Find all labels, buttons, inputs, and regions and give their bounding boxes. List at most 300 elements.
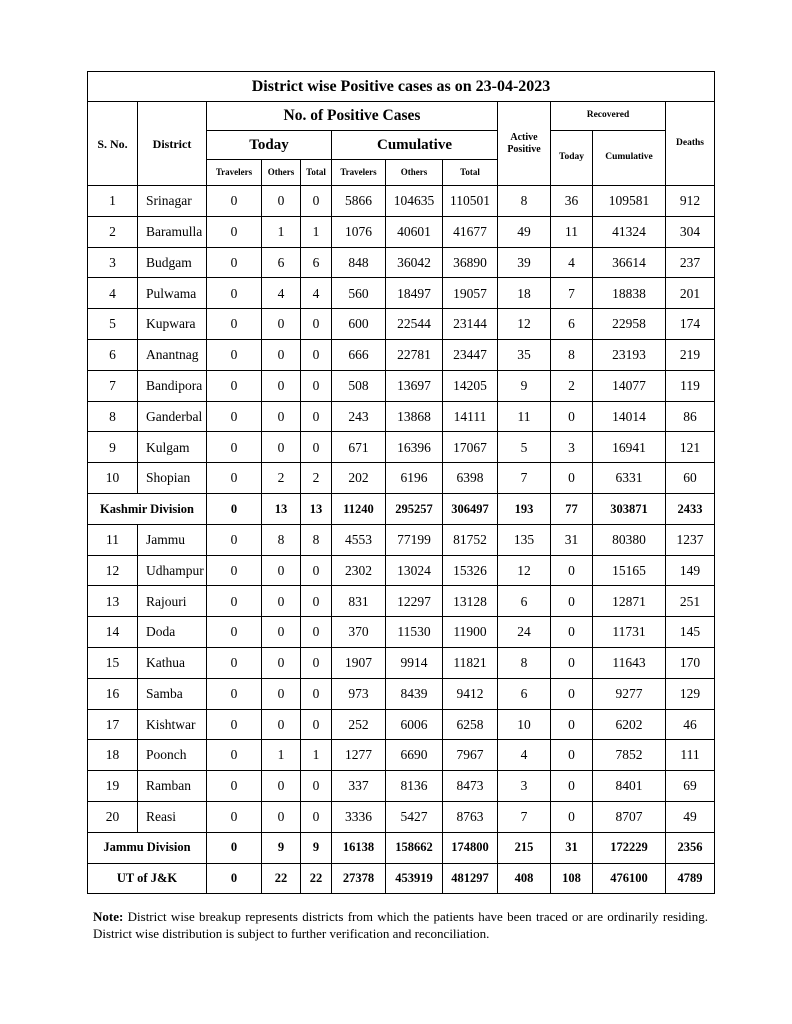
cell-c-oth: 12297 [386,586,443,617]
cell-sno: 13 [88,586,138,617]
table-row [88,432,715,463]
cell-district: Rajouri [138,586,207,617]
cell-r-today: 8 [551,339,593,370]
table-row [88,586,715,617]
cell-c-trav: 508 [332,370,386,401]
cell-r-today: 0 [551,586,593,617]
cell-t-tot: 4 [301,278,332,309]
table-row [88,339,715,370]
cell-sno: 7 [88,370,138,401]
summary-row [88,863,715,894]
cell-sno: 6 [88,339,138,370]
cell-active: 7 [498,801,551,832]
cell-r-today: 7 [551,278,593,309]
cell-r-today: 0 [551,801,593,832]
cell-r-cum: 9277 [593,678,666,709]
cell-r-today: 0 [551,740,593,771]
cell-t-tot: 1 [301,740,332,771]
cell-t-tot: 0 [301,432,332,463]
cell-t-tot: 0 [301,801,332,832]
cell-r-today: 0 [551,678,593,709]
cell-c-trav: 1277 [332,740,386,771]
cell-deaths: 170 [666,647,715,678]
cell-r-today: 0 [551,463,593,494]
cell-c-tot: 14205 [443,370,498,401]
table-row [88,247,715,278]
cell-c-oth: 158662 [386,832,443,863]
cell-t-trav: 0 [207,801,262,832]
cell-deaths: 251 [666,586,715,617]
summary-label: Kashmir Division [88,493,207,524]
cell-c-tot: 17067 [443,432,498,463]
cell-t-tot: 0 [301,370,332,401]
cell-t-oth: 1 [262,216,301,247]
cell-r-today: 0 [551,647,593,678]
cell-t-tot: 13 [301,493,332,524]
cell-district: Kathua [138,647,207,678]
cell-deaths: 60 [666,463,715,494]
cell-c-oth: 16396 [386,432,443,463]
cell-t-oth: 0 [262,617,301,648]
cell-t-trav: 0 [207,186,262,217]
cell-active: 408 [498,863,551,894]
cell-r-today: 4 [551,247,593,278]
cell-r-today: 36 [551,186,593,217]
cell-c-oth: 36042 [386,247,443,278]
cell-deaths: 2433 [666,493,715,524]
cell-r-today: 108 [551,863,593,894]
cell-deaths: 201 [666,278,715,309]
cell-active: 8 [498,647,551,678]
cell-c-trav: 11240 [332,493,386,524]
cell-c-tot: 14111 [443,401,498,432]
cell-sno: 18 [88,740,138,771]
cell-active: 39 [498,247,551,278]
cell-active: 12 [498,309,551,340]
cell-c-oth: 295257 [386,493,443,524]
cell-t-oth: 0 [262,339,301,370]
cell-c-trav: 1907 [332,647,386,678]
cell-c-trav: 370 [332,617,386,648]
cell-t-trav: 0 [207,370,262,401]
cell-district: Kishtwar [138,709,207,740]
cell-c-trav: 5866 [332,186,386,217]
cell-c-trav: 3336 [332,801,386,832]
cell-t-oth: 22 [262,863,301,894]
cell-t-oth: 0 [262,555,301,586]
cell-r-today: 31 [551,832,593,863]
cell-c-trav: 848 [332,247,386,278]
cell-district: Budgam [138,247,207,278]
header-today-travelers: Travelers [207,160,262,186]
cell-c-oth: 77199 [386,524,443,555]
cell-r-cum: 303871 [593,493,666,524]
cell-sno: 14 [88,617,138,648]
positive-cases-table [87,71,715,894]
cell-t-oth: 0 [262,432,301,463]
cell-c-trav: 666 [332,339,386,370]
header-today: Today [207,131,332,160]
cell-c-trav: 560 [332,278,386,309]
cell-sno: 5 [88,309,138,340]
cell-t-trav: 0 [207,247,262,278]
cell-r-today: 3 [551,432,593,463]
cell-district: Doda [138,617,207,648]
cell-t-tot: 8 [301,524,332,555]
cell-t-tot: 0 [301,186,332,217]
cell-deaths: 149 [666,555,715,586]
cell-district: Ganderbal [138,401,207,432]
cell-district: Shopian [138,463,207,494]
cell-c-tot: 481297 [443,863,498,894]
cell-sno: 11 [88,524,138,555]
cell-r-cum: 172229 [593,832,666,863]
header-cum-travelers: Travelers [332,160,386,186]
cell-t-tot: 0 [301,401,332,432]
header-today-others: Others [262,160,301,186]
header-active-positive: Active Positive [498,102,551,186]
cell-t-tot: 6 [301,247,332,278]
cell-c-oth: 8136 [386,771,443,802]
cell-active: 10 [498,709,551,740]
cell-t-oth: 0 [262,309,301,340]
cell-deaths: 129 [666,678,715,709]
cell-t-oth: 0 [262,801,301,832]
cell-deaths: 1237 [666,524,715,555]
cell-r-today: 11 [551,216,593,247]
cell-t-trav: 0 [207,678,262,709]
cell-t-tot: 0 [301,771,332,802]
cell-district: Reasi [138,801,207,832]
table-row [88,216,715,247]
cell-c-oth: 6196 [386,463,443,494]
cell-c-tot: 8473 [443,771,498,802]
cell-t-oth: 9 [262,832,301,863]
cell-t-oth: 1 [262,740,301,771]
cell-active: 24 [498,617,551,648]
cell-sno: 19 [88,771,138,802]
cell-c-tot: 81752 [443,524,498,555]
cell-deaths: 145 [666,617,715,648]
cell-district: Jammu [138,524,207,555]
header-sno: S. No. [88,102,138,186]
header-recovered-today: Today [551,131,593,186]
cell-t-trav: 0 [207,863,262,894]
cell-t-trav: 0 [207,740,262,771]
cell-t-oth: 0 [262,586,301,617]
cell-t-tot: 0 [301,617,332,648]
cell-sno: 1 [88,186,138,217]
cell-t-trav: 0 [207,493,262,524]
cell-t-trav: 0 [207,771,262,802]
cell-t-trav: 0 [207,617,262,648]
cell-r-today: 0 [551,709,593,740]
report-container [87,71,714,894]
header-positive-cases: No. of Positive Cases [207,102,498,131]
cell-r-cum: 109581 [593,186,666,217]
cell-r-today: 0 [551,617,593,648]
table-row [88,309,715,340]
cell-active: 7 [498,463,551,494]
table-row [88,740,715,771]
cell-deaths: 49 [666,801,715,832]
cell-c-trav: 337 [332,771,386,802]
cell-active: 18 [498,278,551,309]
cell-c-oth: 40601 [386,216,443,247]
table-row [88,463,715,494]
cell-r-cum: 8401 [593,771,666,802]
cell-r-cum: 14014 [593,401,666,432]
cell-active: 215 [498,832,551,863]
cell-t-oth: 4 [262,278,301,309]
cell-c-trav: 252 [332,709,386,740]
cell-t-tot: 2 [301,463,332,494]
header-recovered: Recovered [551,102,666,131]
cell-t-oth: 6 [262,247,301,278]
header-deaths: Deaths [666,102,715,186]
cell-active: 193 [498,493,551,524]
cell-c-tot: 8763 [443,801,498,832]
cell-t-trav: 0 [207,709,262,740]
table-row [88,771,715,802]
cell-t-trav: 0 [207,463,262,494]
cell-sno: 9 [88,432,138,463]
cell-active: 135 [498,524,551,555]
cell-active: 12 [498,555,551,586]
cell-t-tot: 0 [301,678,332,709]
cell-t-tot: 0 [301,709,332,740]
cell-r-cum: 6202 [593,709,666,740]
cell-deaths: 912 [666,186,715,217]
cell-c-tot: 174800 [443,832,498,863]
cell-t-trav: 0 [207,586,262,617]
cell-district: Pulwama [138,278,207,309]
table-row [88,647,715,678]
cell-t-oth: 0 [262,709,301,740]
note-text: District wise breakup represents districts from which the patients have been traced or are ordinarily residing. District wise distribution is subject to further verification and reconciliation. [93,909,708,941]
cell-t-trav: 0 [207,278,262,309]
cell-c-oth: 13868 [386,401,443,432]
cell-t-trav: 0 [207,524,262,555]
cell-r-cum: 41324 [593,216,666,247]
cell-c-oth: 11530 [386,617,443,648]
cell-c-trav: 16138 [332,832,386,863]
cell-c-trav: 2302 [332,555,386,586]
cell-district: Kulgam [138,432,207,463]
cell-active: 9 [498,370,551,401]
cell-active: 4 [498,740,551,771]
cell-c-trav: 27378 [332,863,386,894]
cell-c-tot: 41677 [443,216,498,247]
cell-t-tot: 0 [301,586,332,617]
table-row [88,278,715,309]
cell-t-tot: 1 [301,216,332,247]
cell-sno: 10 [88,463,138,494]
cell-deaths: 69 [666,771,715,802]
cell-t-trav: 0 [207,216,262,247]
cell-r-cum: 14077 [593,370,666,401]
cell-c-oth: 5427 [386,801,443,832]
cell-r-cum: 16941 [593,432,666,463]
cell-t-trav: 0 [207,432,262,463]
table-row [88,678,715,709]
cell-c-tot: 9412 [443,678,498,709]
cell-c-oth: 13697 [386,370,443,401]
cell-sno: 16 [88,678,138,709]
cell-c-oth: 6006 [386,709,443,740]
cell-r-today: 31 [551,524,593,555]
cell-sno: 12 [88,555,138,586]
cell-r-today: 6 [551,309,593,340]
cell-r-today: 77 [551,493,593,524]
cell-c-tot: 23144 [443,309,498,340]
table-body [88,186,715,894]
cell-r-today: 2 [551,370,593,401]
cell-deaths: 121 [666,432,715,463]
cell-c-tot: 110501 [443,186,498,217]
cell-c-tot: 11900 [443,617,498,648]
cell-r-cum: 22958 [593,309,666,340]
cell-deaths: 46 [666,709,715,740]
cell-sno: 3 [88,247,138,278]
note-label: Note: [93,909,124,924]
cell-t-oth: 8 [262,524,301,555]
cell-deaths: 304 [666,216,715,247]
cell-t-oth: 0 [262,678,301,709]
header-cum-total: Total [443,160,498,186]
cell-r-cum: 6331 [593,463,666,494]
cell-deaths: 86 [666,401,715,432]
cell-district: Bandipora [138,370,207,401]
header-today-total: Total [301,160,332,186]
header-cum-others: Others [386,160,443,186]
cell-c-tot: 11821 [443,647,498,678]
cell-t-trav: 0 [207,401,262,432]
cell-active: 49 [498,216,551,247]
table-row [88,555,715,586]
cell-district: Samba [138,678,207,709]
cell-active: 3 [498,771,551,802]
cell-c-tot: 7967 [443,740,498,771]
cell-district: Kupwara [138,309,207,340]
cell-c-tot: 6398 [443,463,498,494]
cell-district: Udhampur [138,555,207,586]
cell-r-today: 0 [551,401,593,432]
cell-r-cum: 476100 [593,863,666,894]
cell-t-oth: 0 [262,771,301,802]
cell-district: Baramulla [138,216,207,247]
cell-t-tot: 9 [301,832,332,863]
cell-district: Srinagar [138,186,207,217]
cell-c-trav: 243 [332,401,386,432]
cell-r-cum: 11731 [593,617,666,648]
cell-c-trav: 973 [332,678,386,709]
cell-r-today: 0 [551,771,593,802]
header-cumulative: Cumulative [332,131,498,160]
cell-district: Ramban [138,771,207,802]
footnote [93,908,708,942]
cell-r-today: 0 [551,555,593,586]
cell-t-trav: 0 [207,832,262,863]
cell-deaths: 2356 [666,832,715,863]
cell-c-oth: 104635 [386,186,443,217]
cell-sno: 20 [88,801,138,832]
cell-sno: 15 [88,647,138,678]
cell-c-oth: 22544 [386,309,443,340]
cell-c-trav: 4553 [332,524,386,555]
cell-r-cum: 7852 [593,740,666,771]
cell-active: 6 [498,586,551,617]
cell-deaths: 174 [666,309,715,340]
cell-r-cum: 18838 [593,278,666,309]
summary-label: UT of J&K [88,863,207,894]
cell-t-tot: 0 [301,555,332,586]
cell-r-cum: 23193 [593,339,666,370]
cell-c-tot: 13128 [443,586,498,617]
cell-r-cum: 80380 [593,524,666,555]
cell-deaths: 119 [666,370,715,401]
cell-c-oth: 8439 [386,678,443,709]
table-row [88,370,715,401]
table-title: District wise Positive cases as on 23-04-2023 [88,72,715,102]
cell-district: Poonch [138,740,207,771]
cell-r-cum: 15165 [593,555,666,586]
cell-t-oth: 13 [262,493,301,524]
cell-c-tot: 36890 [443,247,498,278]
cell-t-tot: 0 [301,647,332,678]
cell-t-tot: 0 [301,309,332,340]
cell-active: 6 [498,678,551,709]
header-district: District [138,102,207,186]
cell-c-trav: 202 [332,463,386,494]
cell-t-trav: 0 [207,647,262,678]
cell-c-tot: 15326 [443,555,498,586]
cell-c-trav: 671 [332,432,386,463]
table-row [88,524,715,555]
cell-sno: 4 [88,278,138,309]
cell-t-oth: 0 [262,647,301,678]
cell-active: 35 [498,339,551,370]
cell-t-trav: 0 [207,309,262,340]
cell-deaths: 237 [666,247,715,278]
cell-c-tot: 19057 [443,278,498,309]
table-row [88,401,715,432]
cell-t-trav: 0 [207,555,262,586]
cell-t-oth: 0 [262,186,301,217]
cell-c-oth: 13024 [386,555,443,586]
table-row [88,617,715,648]
cell-c-trav: 600 [332,309,386,340]
summary-row [88,493,715,524]
cell-c-tot: 306497 [443,493,498,524]
table-row [88,801,715,832]
cell-c-trav: 831 [332,586,386,617]
cell-active: 8 [498,186,551,217]
cell-c-oth: 453919 [386,863,443,894]
cell-c-oth: 6690 [386,740,443,771]
cell-r-cum: 12871 [593,586,666,617]
cell-c-tot: 6258 [443,709,498,740]
summary-label: Jammu Division [88,832,207,863]
cell-c-tot: 23447 [443,339,498,370]
cell-deaths: 219 [666,339,715,370]
cell-deaths: 4789 [666,863,715,894]
cell-t-oth: 0 [262,370,301,401]
cell-r-cum: 8707 [593,801,666,832]
cell-t-oth: 2 [262,463,301,494]
cell-c-oth: 9914 [386,647,443,678]
cell-t-oth: 0 [262,401,301,432]
